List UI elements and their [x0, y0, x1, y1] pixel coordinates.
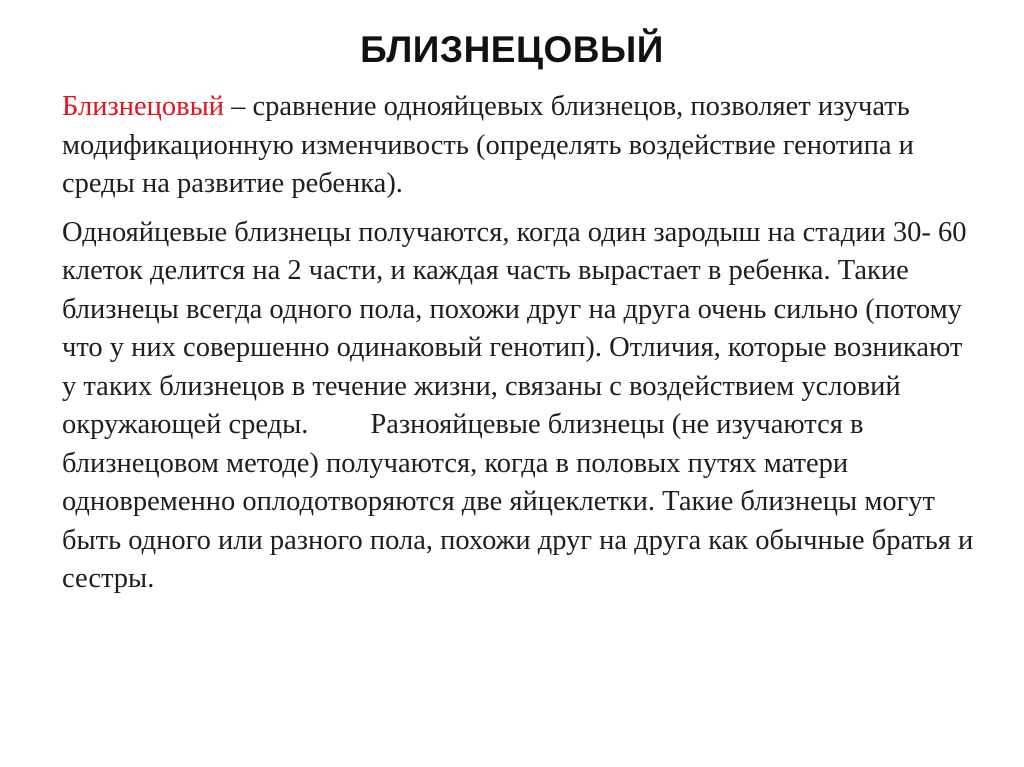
identical-twins-text: Однояйцевые близнецы получаются, когда один зародыш на стадии 30- 60 клеток делится на 2 части, и каждая часть вырастает в ребенка. Такие близнецы всегда одного пола, похожи друг на друга очень сильно (потому что у них совершенно одинаковый генотип). Отличия, которые возникают у таких близнецов в течение жизни, связаны с воздействием условий окружающей среды.	[62, 216, 967, 440]
definition-paragraph	[62, 88, 982, 204]
slide-title: БЛИЗНЕЦОВЫЙ	[360, 29, 664, 70]
slide-body	[62, 88, 982, 609]
fraternal-twins-text: Разнояйцевые близнецы (не изучаются в близнецовом методе) получаются, когда в половых путях матери одновременно оплодотворяются две яйцеклетки. Такие близнецы могут быть одного или разного пола, похожи друг на друга как обычные братья и сестры.	[62, 409, 974, 594]
explanation-paragraph	[62, 214, 982, 599]
definition-text: – сравнение однояйцевых близнецов, позволяет изучать модификационную изменчивость (определять воздействие генотипа и среды на развитие ребенка).	[62, 91, 914, 199]
highlighted-term: Близнецовый	[62, 91, 224, 122]
